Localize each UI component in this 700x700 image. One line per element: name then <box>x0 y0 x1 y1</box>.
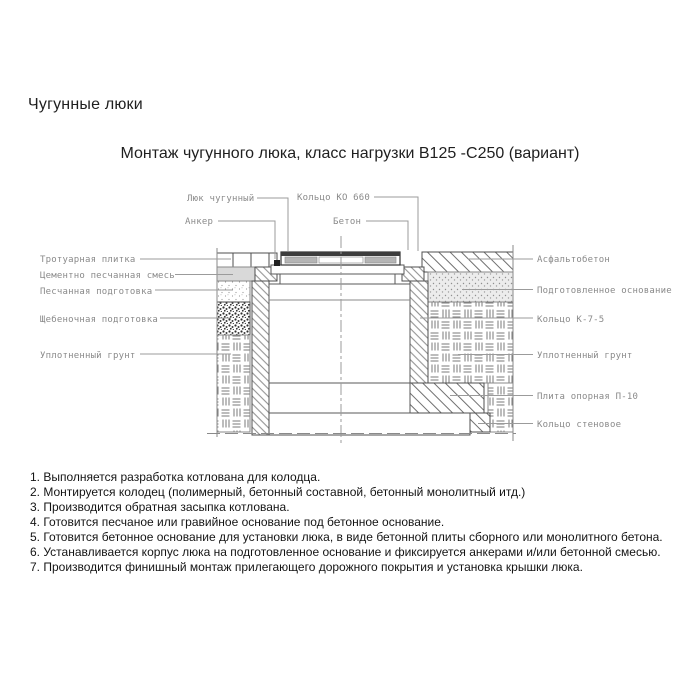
label-compacted-soil-right: Уплотненный грунт <box>537 351 633 361</box>
frame-ring-band <box>271 265 404 274</box>
well-left-wall <box>252 281 269 435</box>
anchor-block <box>274 260 280 266</box>
step-item-1: 1. Выполняется разработка котлована для колодца. <box>30 470 321 484</box>
label-compacted-soil-left: Уплотненный грунт <box>40 351 136 361</box>
step-item-6: 6. Устанавливается корпус люка на подготовленное основание и фиксируется анкерами и/или бетонной смесью. <box>30 545 661 559</box>
diagram-title: Монтаж чугунного люка, класс нагрузки B125 -C250 (вариант) <box>120 145 580 162</box>
label-support-plate-p10: Плита опорная П-10 <box>537 392 639 402</box>
label-asphalt-concrete: Асфальтобетон <box>537 255 611 265</box>
label-sand-prep: Песчанная подготовка <box>40 287 153 297</box>
step-item-5: 5. Готовится бетонное основание для установки люка, в виде бетонной плиты сборного или монолитного бетона. <box>30 530 663 544</box>
compacted-soil-right <box>428 302 513 383</box>
hatch-cover-left-pad <box>285 257 317 263</box>
well-chamber <box>269 284 410 383</box>
label-cast-iron-hatch: Люк чугунный <box>187 194 255 204</box>
paving-slab-layer <box>217 253 277 267</box>
label-crushed-stone-prep: Щебеночная подготовка <box>40 315 158 325</box>
neck-ring-band <box>280 274 395 284</box>
leader-concrete <box>366 221 408 250</box>
label-anchor: Анкер <box>185 217 214 227</box>
well-bottom-slab <box>269 413 470 435</box>
step-item-2: 2. Монтируется колодец (полимерный, бетонный составной, бетонный монолитный итд.) <box>30 485 526 499</box>
label-ring-ko660: Кольцо КО 660 <box>297 193 371 203</box>
label-paving-slab: Тротуарная плитка <box>40 255 136 265</box>
hatch-cover-right-pad <box>365 257 396 263</box>
label-wall-ring: Кольцо стеновое <box>537 420 622 430</box>
label-concrete: Бетон <box>333 217 362 227</box>
sand-prep-layer <box>217 281 250 302</box>
well-right-wall <box>410 281 428 383</box>
step-item-3: 3. Производится обратная засыпка котлована. <box>30 500 290 514</box>
step-item-4: 4. Готовится песчаное или гравийное основание под бетонное основание. <box>30 515 445 529</box>
compacted-soil-left <box>217 335 250 432</box>
label-prepared-base: Подготовленное основание <box>537 286 672 296</box>
support-plate-p10 <box>410 383 484 413</box>
well-right-wall-top <box>402 267 424 281</box>
leader-ring-ko660 <box>374 197 418 251</box>
prepared-base-layer <box>428 272 513 302</box>
hatch-cover-assembly <box>274 252 400 266</box>
well-floor-band <box>269 383 410 413</box>
page-title: Чугунные люки <box>28 96 143 113</box>
compacted-soil-right-lower <box>488 383 513 432</box>
leader-hatch <box>257 198 288 251</box>
installation-steps <box>30 470 690 575</box>
label-ring-k75: Кольцо К-7-5 <box>537 315 605 325</box>
wall-ring-block <box>470 413 490 432</box>
step-item-7: 7. Производится финишный монтаж прилегающего дорожного покрытия и установка крышки люка. <box>30 560 583 574</box>
asphalt-layer <box>422 252 513 272</box>
label-cement-sand-mix: Цементно песчанная смесь <box>40 271 175 281</box>
